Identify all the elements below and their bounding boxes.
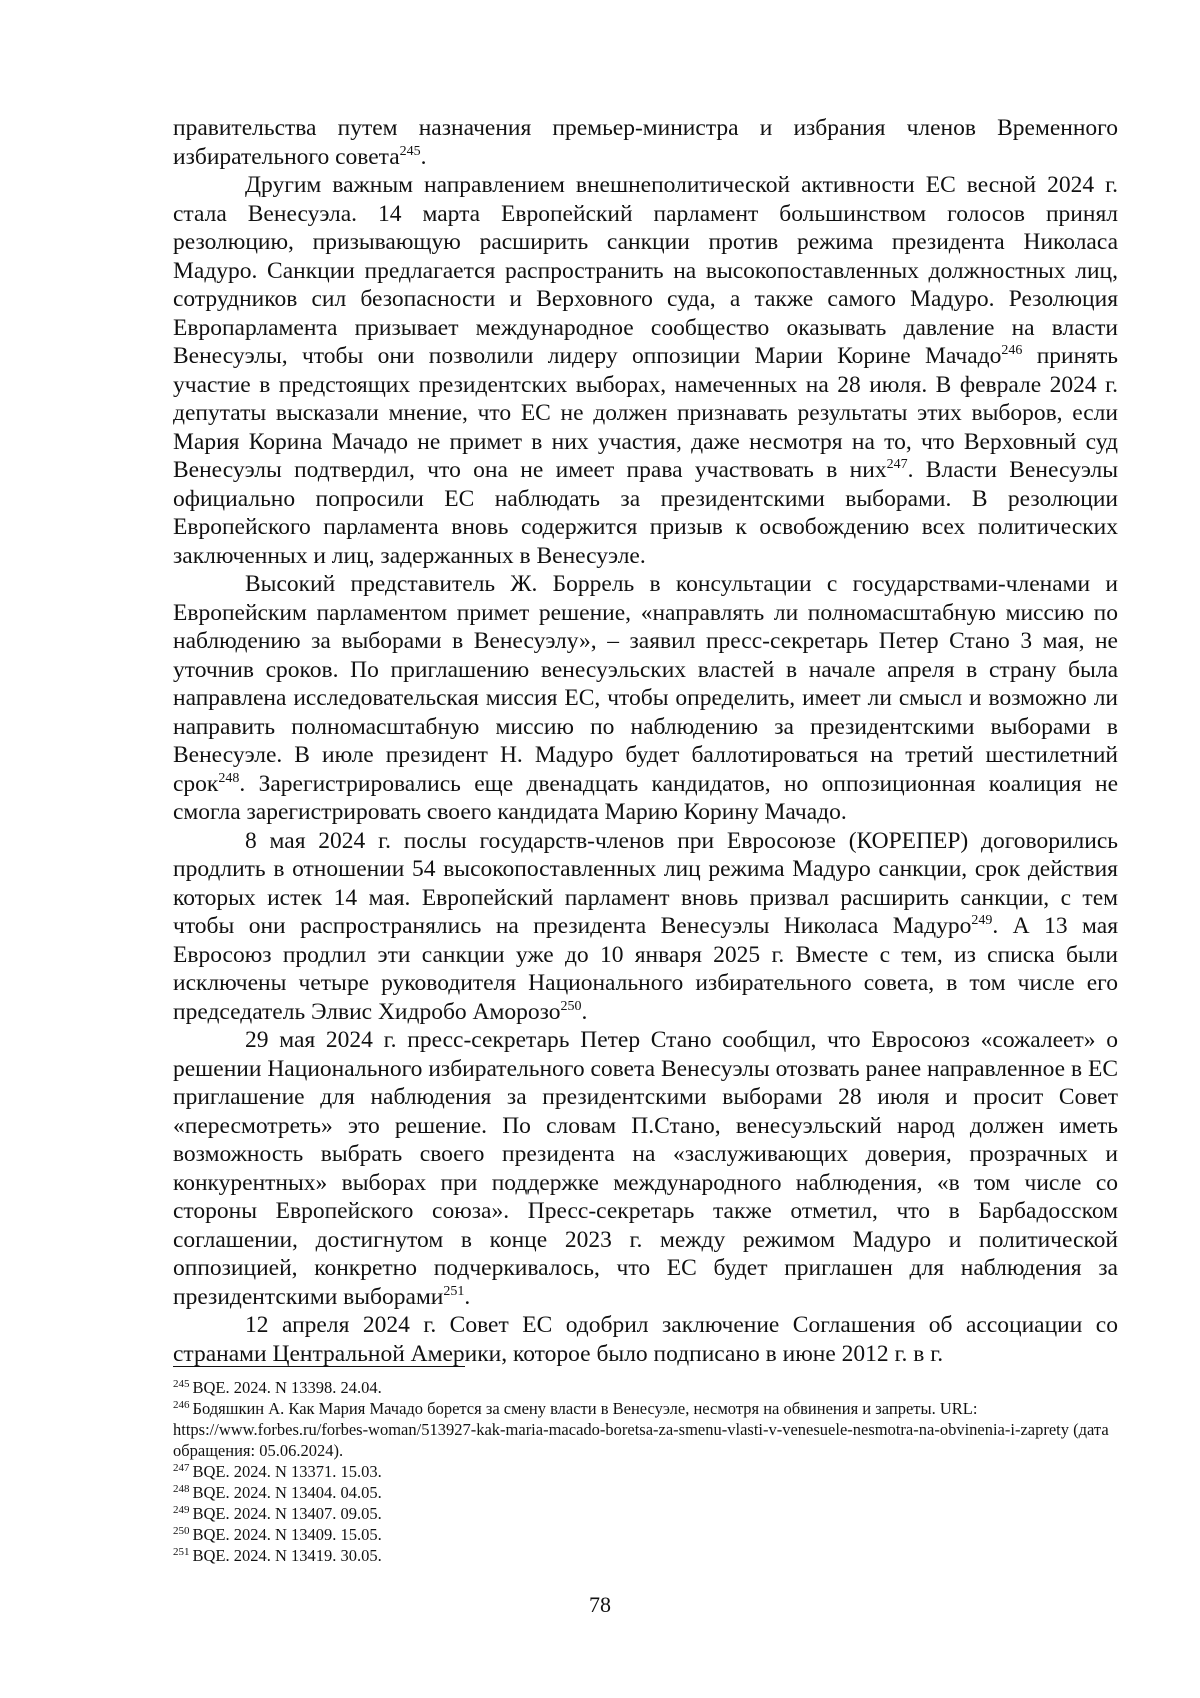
- footnote-ref[interactable]: 250: [560, 998, 582, 1014]
- footnote: [173, 1398, 1118, 1461]
- footnote-ref[interactable]: 246: [1001, 343, 1023, 358]
- paragraph: [173, 570, 1118, 827]
- text-run: Высокий представитель Ж. Боррель в консультации с государствами-членами и Европейским парламентом примет решение, «направлять ли полномасштабную миссию по наблюдению за выборами в Венесуэлу», – заявил пресс-секретарь Петер Стано 3 мая, не уточнив сроков. По приглашению венесуэльских властей в начале апреля в страну была направлена исследовательская миссия ЕС, чтобы определить, имеет ли смысл и возможно ли направить полномасштабную миссию по наблюдению за президентскими выборами в Венесуэле. В июле президент Н. Мадуро будет баллотироваться на третий шестилетний срок: [173, 571, 1118, 797]
- footnote-number: 246: [173, 1399, 190, 1411]
- footnote-ref[interactable]: 248: [218, 770, 240, 786]
- footnote-text: BQE. 2024. N 13409. 15.05.: [192, 1525, 382, 1544]
- footnote-text: BQE. 2024. N 13407. 09.05.: [192, 1504, 382, 1523]
- footnote: [173, 1524, 1118, 1545]
- text-run: принять участие в предстоящих президентских выборах, намеченных на 28 июля. В феврале 2024 г. депутаты высказали мнение, что ЕС не должен признавать результаты этих выборов, если Мария Корина Мачадо не примет в них участия, даже несмотря на то, что Верховный суд Венесуэлы подтвердил, что она не имеет права участвовать в них: [173, 343, 1118, 483]
- footnote-text: BQE. 2024. N 13371. 15.03.: [192, 1462, 382, 1481]
- footnote-text: BQE. 2024. N 13404. 04.05.: [192, 1483, 382, 1502]
- footnote-text: BQE. 2024. N 13398. 24.04.: [192, 1378, 382, 1397]
- footnote-text: Бодяшкин А. Как Мария Мачадо борется за смену власти в Венесуэле, несмотря на обвинения и запреты. URL: https://www.forbes.ru/forbes-woman/513927-kak-maria-macado-boretsa-za-smenu-vlasti-v-venesuele-nesmotra-na-obvinenia-i-zaprety (дата обращения: 05.06.2024).: [173, 1399, 1109, 1460]
- text-run: . Зарегистрировались еще двенадцать кандидатов, но оппозиционная коалиция не смогла зарегистрировать своего кандидата Марию Корину Мачадо.: [173, 770, 1118, 825]
- footnote-number: 245: [173, 1378, 190, 1390]
- footnote: [173, 1503, 1118, 1524]
- text-run: 29 мая 2024 г. пресс-секретарь Петер Стано сообщил, что Евросоюз «сожалеет» о решении Национального избирательного совета Венесуэлы отозвать ранее направленное в ЕС приглашение для наблюдения за президентскими выборами 28 июля и просит Совет «пересмотреть» это решение. По словам П.Стано, венесуэльский народ должен иметь возможность выбрать своего президента на «заслуживающих доверия, прозрачных и конкурентных» выборах при поддержке международного наблюдения, «в том числе со стороны Европейского союза». Пресс-секретарь также отметил, что в Барбадосском соглашении, достигнутом в конце 2023 г. между режимом Мадуро и политической оппозицией, конкретно подчеркивалось, что ЕС будет приглашен для наблюдения за президентскими выборами: [173, 1027, 1118, 1310]
- footnote-number: 249: [173, 1504, 190, 1516]
- footnote: [173, 1545, 1118, 1566]
- footnote-ref[interactable]: 249: [971, 913, 993, 928]
- paragraph: [173, 171, 1118, 570]
- footnote: [173, 1482, 1118, 1503]
- footnote-text: BQE. 2024. N 13419. 30.05.: [192, 1546, 382, 1565]
- text-run: 12 апреля 2024 г. Совет ЕС одобрил заключение Соглашения об ассоциации со странами Центральной Америки, которое было подписано в июне 2012 г. в г.: [173, 1312, 1118, 1367]
- footnote-number: 248: [173, 1483, 190, 1495]
- footnote-ref[interactable]: 245: [399, 143, 421, 159]
- text-run: правительства путем назначения премьер-министра и избрания членов Временного избирательного совета: [173, 115, 1118, 170]
- footnotes: [173, 1377, 1118, 1566]
- footnote-number: 247: [173, 1462, 190, 1474]
- footnote-number: 251: [173, 1546, 190, 1558]
- paragraph: [173, 114, 1118, 171]
- text-run: 8 мая 2024 г. послы государств-членов при Евросоюзе (КОРЕПЕР) договорились продлить в отношении 54 высокопоставленных лиц режима Мадуро санкции, срок действия которых истек 14 мая. Европейский парламент вновь призвал расширить санкции, с тем чтобы они распространялись на президента Венесуэлы Николаса Мадуро: [173, 827, 1118, 939]
- paragraph: [173, 1311, 1118, 1368]
- text-run: . Власти Венесуэлы официально попросили ЕС наблюдать за президентскими выборами. В резолюции Европейского парламента вновь содержится призыв к освобождению всех политических заключенных и лиц, задержанных в Венесуэле.: [173, 457, 1119, 569]
- footnote-ref[interactable]: 247: [886, 457, 908, 472]
- footnote: [173, 1377, 1118, 1398]
- footnote: [173, 1461, 1118, 1482]
- page-number: 78: [589, 1592, 611, 1617]
- text-run: . А 13 мая Евросоюз продлил эти санкции уже до 10 января 2025 г. Вместе с тем, из списка были исключены четыре руководителя Национального избирательного совета, в том числе его председатель Элвис Хидробо Аморозо: [173, 913, 1119, 1025]
- text-run: Другим важным направлением внешнеполитической активности ЕС весной 2024 г. стала Венесуэла. 14 марта Европейский парламент большинством голосов принял резолюцию, призывающую расширить санкции против режима президента Николаса Мадуро. Санкции предлагается распространить на высокопоставленных должностных лиц, сотрудников сил безопасности и Верховного суда, а также самого Мадуро. Резолюция Европарламента призывает международное сообщество оказывать давление на власти Венесуэлы, чтобы они позволили лидеру оппозиции Марии Корине Мачадо: [173, 172, 1118, 369]
- footnote-number: 250: [173, 1525, 190, 1537]
- text-run: .: [581, 998, 588, 1025]
- paragraph: [173, 1026, 1118, 1311]
- footnote-ref[interactable]: 251: [443, 1283, 465, 1299]
- body-text: [173, 114, 1118, 1368]
- text-run: .: [464, 1283, 471, 1310]
- paragraph: [173, 827, 1118, 1027]
- text-run: .: [420, 143, 427, 170]
- footnote-separator: [173, 1366, 465, 1367]
